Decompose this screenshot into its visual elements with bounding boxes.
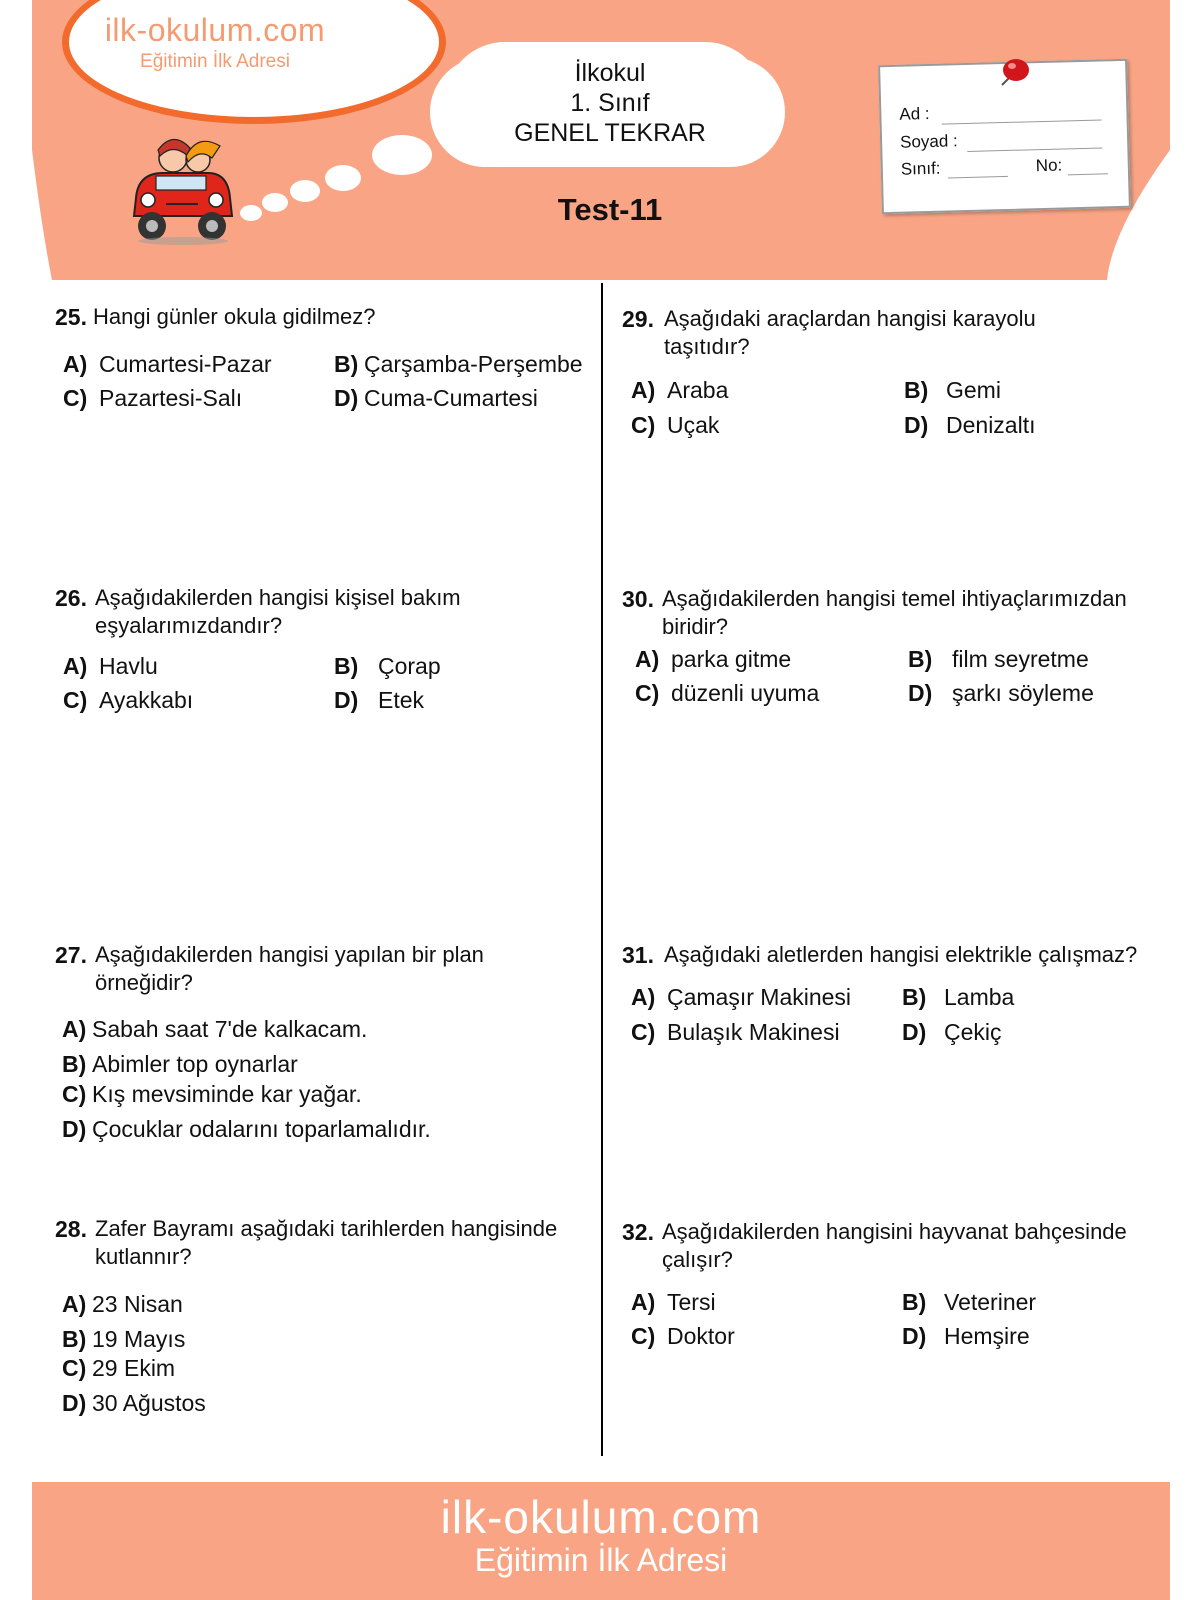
question-text: Hangi günler okula gidilmez? bbox=[93, 304, 376, 329]
question-28 bbox=[55, 1215, 600, 1271]
question-25 bbox=[55, 303, 595, 331]
thought-puff bbox=[240, 205, 262, 221]
question-text: Aşağıdakilerden hangisi kişisel bakım eşyalarımızdandır? bbox=[95, 585, 461, 638]
option-d[interactable] bbox=[902, 1019, 1002, 1046]
footer-slogan: Eğitimin İlk Adresi bbox=[474, 1542, 728, 1578]
option-a[interactable] bbox=[635, 646, 791, 673]
question-text: Aşağıdakilerden hangisi temel ihtiyaçlarımızdan biridir? bbox=[662, 586, 1127, 639]
option-a[interactable] bbox=[631, 984, 851, 1011]
school-level: İlkokul bbox=[574, 59, 646, 87]
option-text: Bulaşık Makinesi bbox=[667, 1019, 840, 1045]
option-letter: C) bbox=[635, 680, 660, 706]
header-logo[interactable] bbox=[50, 12, 380, 73]
question-30 bbox=[622, 585, 1167, 641]
option-text: Denizaltı bbox=[946, 412, 1036, 438]
option-b[interactable] bbox=[334, 351, 583, 378]
option-letter: C) bbox=[62, 1081, 87, 1107]
option-c[interactable] bbox=[63, 687, 193, 714]
option-c[interactable] bbox=[631, 1323, 735, 1350]
option-letter: B) bbox=[904, 377, 929, 403]
option-letter: B) bbox=[908, 646, 933, 672]
option-a[interactable] bbox=[62, 1016, 367, 1043]
question-32 bbox=[622, 1218, 1142, 1274]
option-text: Çarşamba-Perşembe bbox=[364, 351, 583, 377]
option-b[interactable] bbox=[62, 1326, 185, 1353]
option-letter: A) bbox=[631, 984, 656, 1010]
option-letter: A) bbox=[635, 646, 660, 672]
option-letter: A) bbox=[631, 377, 656, 403]
option-text: Etek bbox=[378, 687, 425, 713]
question-text: Aşağıdakilerden hangisi yapılan bir plan örneğidir? bbox=[95, 942, 484, 995]
option-c[interactable] bbox=[62, 1355, 175, 1382]
surname-label: Soyad : bbox=[899, 131, 958, 152]
option-text: Ayakkabı bbox=[99, 687, 194, 713]
option-text: Sabah saat 7'de kalkacam. bbox=[92, 1016, 368, 1042]
question-number: 31. bbox=[622, 942, 654, 968]
option-text: Veteriner bbox=[944, 1289, 1037, 1315]
option-letter: B) bbox=[334, 653, 359, 679]
option-d[interactable] bbox=[62, 1390, 206, 1417]
option-d[interactable] bbox=[902, 1323, 1030, 1350]
question-number: 27. bbox=[55, 942, 87, 968]
option-text: 30 Ağustos bbox=[92, 1390, 206, 1416]
option-letter: D) bbox=[334, 385, 359, 411]
option-letter: A) bbox=[63, 653, 88, 679]
option-b[interactable] bbox=[334, 653, 441, 680]
option-letter: D) bbox=[908, 680, 933, 706]
question-number: 30. bbox=[622, 586, 654, 612]
option-c[interactable] bbox=[631, 412, 719, 439]
push-pin-icon bbox=[992, 55, 1032, 93]
option-letter: D) bbox=[62, 1116, 87, 1142]
test-title: Test-11 bbox=[557, 192, 663, 227]
column-divider bbox=[601, 283, 603, 1456]
option-a[interactable] bbox=[63, 351, 272, 378]
option-text: Çorap bbox=[378, 653, 441, 679]
thought-puff bbox=[262, 193, 288, 212]
option-letter: B) bbox=[334, 351, 359, 377]
grade: 1. Sınıf bbox=[570, 89, 650, 117]
option-text: düzenli uyuma bbox=[671, 680, 820, 706]
option-d[interactable] bbox=[62, 1116, 431, 1143]
question-number: 29. bbox=[622, 306, 654, 332]
option-letter: C) bbox=[631, 412, 656, 438]
logo-slogan: Eğitimin İlk Adresi bbox=[140, 51, 290, 72]
class-label: Sınıf: bbox=[900, 158, 941, 179]
option-letter: A) bbox=[631, 1289, 656, 1315]
question-text: Aşağıdaki araçlardan hangisi karayolu taşıtıdır? bbox=[664, 306, 1036, 359]
question-number: 26. bbox=[55, 585, 87, 611]
option-letter: B) bbox=[62, 1326, 87, 1352]
option-letter: C) bbox=[63, 687, 88, 713]
title-block bbox=[455, 58, 765, 148]
option-text: Hemşire bbox=[944, 1323, 1030, 1349]
cartoon-car-icon bbox=[128, 128, 238, 248]
logo-site: ilk-okulum.com bbox=[104, 12, 326, 48]
option-letter: B) bbox=[902, 1289, 927, 1315]
option-text: Abimler top oynarlar bbox=[92, 1051, 298, 1077]
option-text: Çocuklar odalarını toparlamalıdır. bbox=[92, 1116, 431, 1142]
option-text: Lamba bbox=[944, 984, 1015, 1010]
surname-field[interactable] bbox=[967, 147, 1102, 152]
name-label: Ad : bbox=[899, 103, 930, 124]
option-letter: D) bbox=[902, 1323, 927, 1349]
option-c[interactable] bbox=[62, 1081, 362, 1108]
option-a[interactable] bbox=[62, 1291, 183, 1318]
option-text: Tersi bbox=[667, 1289, 716, 1315]
option-d[interactable] bbox=[334, 385, 538, 412]
option-a[interactable] bbox=[631, 377, 728, 404]
option-letter: B) bbox=[902, 984, 927, 1010]
option-text: Cumartesi-Pazar bbox=[99, 351, 272, 377]
question-text: Aşağıdakilerden hangisini hayvanat bahçesinde çalışır? bbox=[662, 1219, 1127, 1272]
option-b[interactable] bbox=[62, 1051, 298, 1078]
question-27 bbox=[55, 941, 505, 997]
option-text: Gemi bbox=[946, 377, 1001, 403]
option-letter: D) bbox=[904, 412, 929, 438]
option-text: Çamaşır Makinesi bbox=[667, 984, 852, 1010]
option-letter: C) bbox=[62, 1355, 87, 1381]
option-text: Araba bbox=[667, 377, 729, 403]
option-b[interactable] bbox=[902, 984, 1014, 1011]
thought-puff bbox=[290, 180, 320, 202]
page-footer bbox=[32, 1482, 1170, 1600]
option-text: 29 Ekim bbox=[92, 1355, 176, 1381]
option-text: Uçak bbox=[667, 412, 720, 438]
question-text: Aşağıdaki aletlerden hangisi elektrikle çalışmaz? bbox=[664, 942, 1138, 967]
option-text: Pazartesi-Salı bbox=[99, 385, 243, 411]
option-text: 19 Mayıs bbox=[92, 1326, 186, 1352]
footer-logo[interactable] bbox=[32, 1490, 1170, 1579]
option-letter: A) bbox=[62, 1016, 87, 1042]
option-letter: C) bbox=[631, 1019, 656, 1045]
question-31 bbox=[622, 941, 1167, 969]
option-d[interactable] bbox=[334, 687, 424, 714]
option-letter: B) bbox=[62, 1051, 87, 1077]
option-c[interactable] bbox=[635, 680, 819, 707]
option-letter: D) bbox=[902, 1019, 927, 1045]
option-text: parka gitme bbox=[671, 646, 792, 672]
option-b[interactable] bbox=[902, 1289, 1036, 1316]
question-29 bbox=[622, 305, 1092, 361]
option-d[interactable] bbox=[908, 680, 1094, 707]
option-text: Doktor bbox=[667, 1323, 735, 1349]
thought-puff bbox=[372, 135, 432, 175]
option-letter: A) bbox=[63, 351, 88, 377]
question-number: 28. bbox=[55, 1216, 87, 1242]
option-a[interactable] bbox=[631, 1289, 716, 1316]
class-field[interactable] bbox=[948, 176, 1008, 179]
thought-puff bbox=[325, 165, 361, 191]
number-label: No: bbox=[1035, 155, 1063, 176]
option-c[interactable] bbox=[631, 1019, 840, 1046]
name-field[interactable] bbox=[942, 119, 1102, 124]
option-b[interactable] bbox=[908, 646, 1089, 673]
option-c[interactable] bbox=[63, 385, 242, 412]
option-text: Çekiç bbox=[944, 1019, 1002, 1045]
option-letter: C) bbox=[631, 1323, 656, 1349]
option-text: Havlu bbox=[99, 653, 158, 679]
question-number: 32. bbox=[622, 1219, 654, 1245]
topic: GENEL TEKRAR bbox=[514, 119, 706, 147]
footer-site: ilk-okulum.com bbox=[440, 1491, 762, 1543]
option-b[interactable] bbox=[904, 377, 1001, 404]
option-text: Cuma-Cumartesi bbox=[364, 385, 538, 411]
option-a[interactable] bbox=[63, 653, 158, 680]
option-letter: A) bbox=[62, 1291, 87, 1317]
number-field[interactable] bbox=[1068, 173, 1108, 175]
question-number: 25. bbox=[55, 304, 87, 330]
option-d[interactable] bbox=[904, 412, 1035, 439]
option-letter: C) bbox=[63, 385, 88, 411]
option-letter: D) bbox=[334, 687, 359, 713]
option-text: Kış mevsiminde kar yağar. bbox=[92, 1081, 362, 1107]
option-text: 23 Nisan bbox=[92, 1291, 183, 1317]
question-text: Zafer Bayramı aşağıdaki tarihlerden hangisinde kutlannır? bbox=[95, 1216, 558, 1269]
option-letter: D) bbox=[62, 1390, 87, 1416]
option-text: şarkı söyleme bbox=[952, 680, 1094, 706]
question-26 bbox=[55, 584, 475, 640]
option-text: film seyretme bbox=[952, 646, 1089, 672]
